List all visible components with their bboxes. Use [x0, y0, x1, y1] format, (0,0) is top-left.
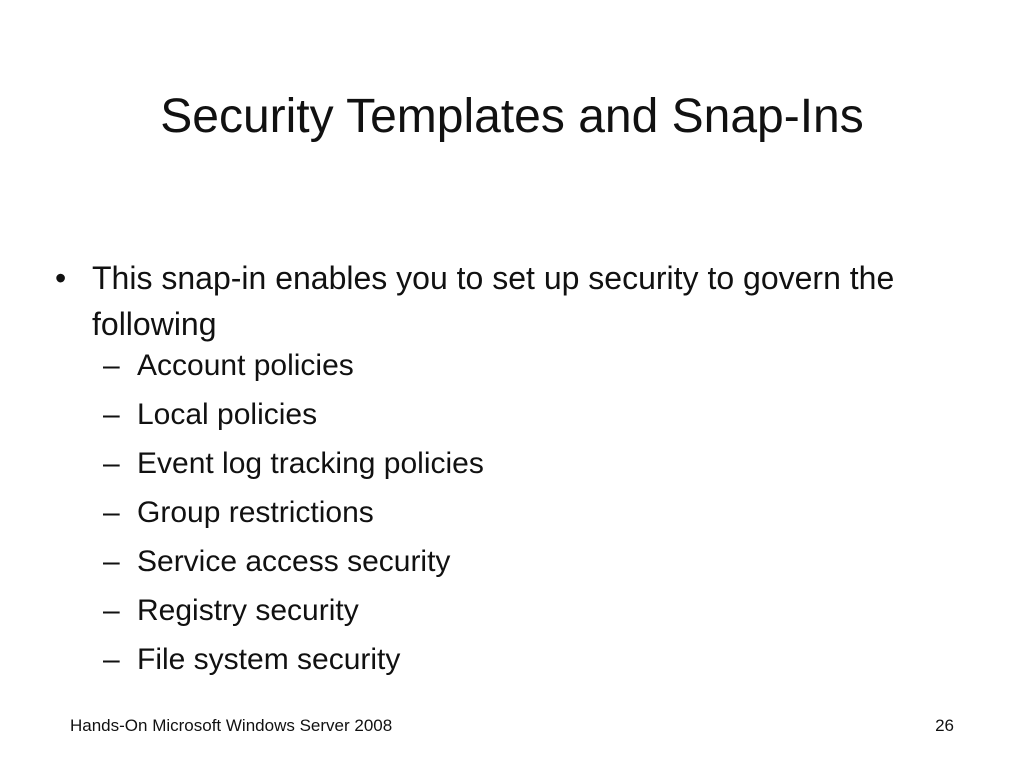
sub-bullet-list — [55, 349, 975, 677]
bullet-dot-icon: • — [55, 260, 67, 296]
dash-icon: – — [103, 594, 120, 627]
slide-body — [55, 255, 975, 692]
sub-bullet-item — [103, 643, 975, 677]
sub-bullet-item — [103, 594, 975, 628]
sub-bullet-item — [103, 545, 975, 579]
main-bullet-text: This snap-in enables you to set up security to govern the following — [92, 260, 895, 342]
sub-bullet-item — [103, 398, 975, 432]
dash-icon: – — [103, 545, 120, 578]
sub-bullet-text: Local policies — [137, 398, 318, 431]
sub-bullet-text: Account policies — [137, 349, 354, 382]
dash-icon: – — [103, 643, 120, 676]
sub-bullet-item — [103, 496, 975, 530]
dash-icon: – — [103, 447, 120, 480]
footer-page-number: 26 — [935, 716, 954, 735]
dash-icon: – — [103, 496, 120, 529]
sub-bullet-text: Service access security — [137, 545, 451, 578]
footer-course-title: Hands-On Microsoft Windows Server 2008 — [70, 716, 393, 735]
dash-icon: – — [103, 398, 120, 431]
sub-bullet-text: Event log tracking policies — [137, 447, 484, 480]
dash-icon: – — [103, 349, 120, 382]
slide-title: Security Templates and Snap-Ins — [160, 90, 864, 143]
main-bullet — [55, 255, 975, 347]
sub-bullet-text: File system security — [137, 643, 401, 676]
sub-bullet-text: Group restrictions — [137, 496, 374, 529]
sub-bullet-text: Registry security — [137, 594, 359, 627]
sub-bullet-item — [103, 447, 975, 481]
sub-bullet-item — [103, 349, 975, 383]
